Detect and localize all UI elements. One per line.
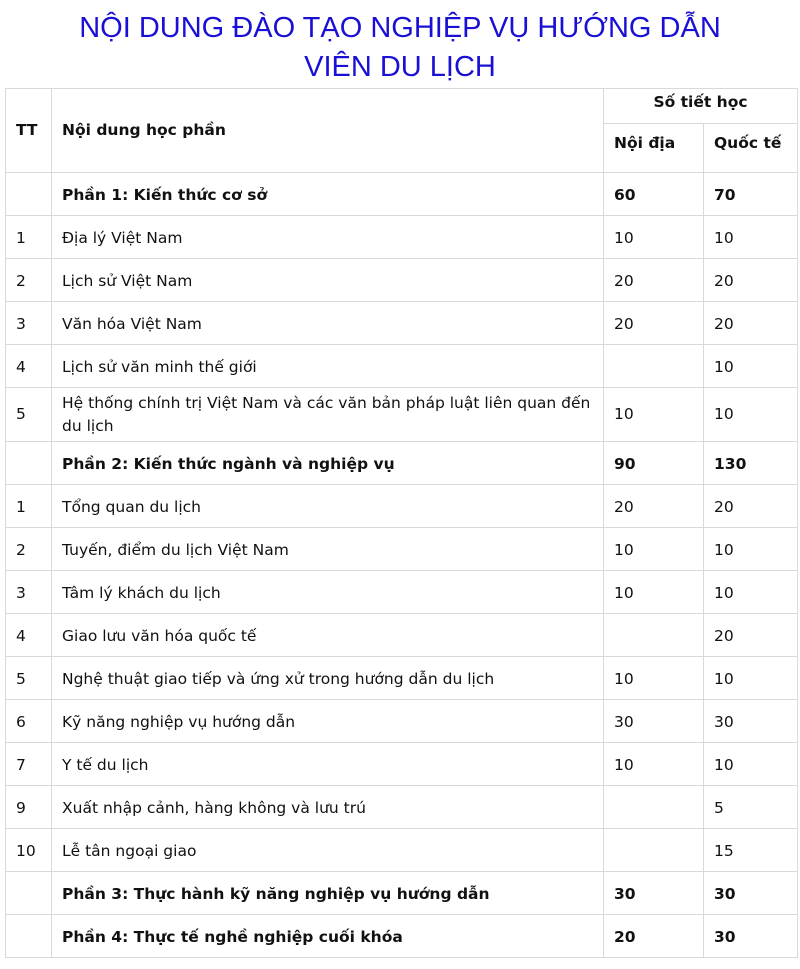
header-tt: TT bbox=[6, 89, 52, 173]
cell-international: 20 bbox=[704, 302, 798, 345]
table-row bbox=[6, 700, 798, 743]
cell-tt: 2 bbox=[6, 528, 52, 571]
section-row bbox=[6, 173, 798, 216]
cell-domestic: 10 bbox=[604, 657, 704, 700]
cell-international: 10 bbox=[704, 388, 798, 442]
cell-content: Hệ thống chính trị Việt Nam và các văn bản pháp luật liên quan đến du lịch bbox=[52, 388, 604, 442]
cell-international: 10 bbox=[704, 345, 798, 388]
cell-international: 30 bbox=[704, 700, 798, 743]
cell-tt: 2 bbox=[6, 259, 52, 302]
title-line-2: VIÊN DU LỊCH bbox=[304, 51, 496, 83]
cell-content: Kỹ năng nghiệp vụ hướng dẫn bbox=[52, 700, 604, 743]
cell-content: Phần 4: Thực tế nghề nghiệp cuối khóa bbox=[52, 915, 604, 958]
cell-content: Phần 1: Kiến thức cơ sở bbox=[52, 173, 604, 216]
cell-tt: 3 bbox=[6, 302, 52, 345]
cell-content: Địa lý Việt Nam bbox=[52, 216, 604, 259]
cell-tt: 1 bbox=[6, 216, 52, 259]
cell-tt: 6 bbox=[6, 700, 52, 743]
table-row bbox=[6, 786, 798, 829]
cell-domestic: 10 bbox=[604, 388, 704, 442]
header-hours-group: Số tiết học bbox=[604, 89, 798, 124]
header-content: Nội dung học phần bbox=[52, 89, 604, 173]
cell-tt: 5 bbox=[6, 388, 52, 442]
cell-domestic: 10 bbox=[604, 571, 704, 614]
cell-domestic: 30 bbox=[604, 700, 704, 743]
table-body bbox=[6, 173, 798, 958]
cell-tt bbox=[6, 915, 52, 958]
section-row bbox=[6, 915, 798, 958]
table-row bbox=[6, 345, 798, 388]
curriculum-table bbox=[5, 88, 798, 958]
cell-tt bbox=[6, 872, 52, 915]
cell-domestic: 20 bbox=[604, 915, 704, 958]
table-row bbox=[6, 614, 798, 657]
section-row bbox=[6, 442, 798, 485]
header-domestic: Nội địa bbox=[604, 124, 704, 173]
cell-content: Lịch sử Việt Nam bbox=[52, 259, 604, 302]
cell-content: Lịch sử văn minh thế giới bbox=[52, 345, 604, 388]
table-header bbox=[6, 89, 798, 173]
table-row bbox=[6, 302, 798, 345]
cell-content: Văn hóa Việt Nam bbox=[52, 302, 604, 345]
cell-tt: 1 bbox=[6, 485, 52, 528]
cell-tt: 4 bbox=[6, 345, 52, 388]
section-row bbox=[6, 872, 798, 915]
page-title bbox=[0, 9, 800, 87]
title-line-1: NỘI DUNG ĐÀO TẠO NGHIỆP VỤ HƯỚNG DẪN bbox=[79, 12, 721, 44]
cell-international: 15 bbox=[704, 829, 798, 872]
cell-content: Tuyến, điểm du lịch Việt Nam bbox=[52, 528, 604, 571]
cell-domestic: 20 bbox=[604, 302, 704, 345]
cell-international: 10 bbox=[704, 216, 798, 259]
cell-domestic bbox=[604, 614, 704, 657]
cell-international: 5 bbox=[704, 786, 798, 829]
table-row bbox=[6, 485, 798, 528]
cell-domestic bbox=[604, 786, 704, 829]
cell-tt bbox=[6, 442, 52, 485]
table-row bbox=[6, 571, 798, 614]
cell-tt: 4 bbox=[6, 614, 52, 657]
cell-content: Xuất nhập cảnh, hàng không và lưu trú bbox=[52, 786, 604, 829]
cell-content: Lễ tân ngoại giao bbox=[52, 829, 604, 872]
cell-international: 20 bbox=[704, 614, 798, 657]
table-row bbox=[6, 388, 798, 442]
table-row bbox=[6, 528, 798, 571]
cell-domestic: 10 bbox=[604, 743, 704, 786]
cell-domestic: 60 bbox=[604, 173, 704, 216]
table-row bbox=[6, 657, 798, 700]
cell-tt: 5 bbox=[6, 657, 52, 700]
cell-domestic bbox=[604, 829, 704, 872]
cell-international: 20 bbox=[704, 259, 798, 302]
cell-international: 10 bbox=[704, 743, 798, 786]
cell-international: 10 bbox=[704, 657, 798, 700]
cell-domestic: 90 bbox=[604, 442, 704, 485]
cell-content: Phần 2: Kiến thức ngành và nghiệp vụ bbox=[52, 442, 604, 485]
cell-domestic: 30 bbox=[604, 872, 704, 915]
cell-international: 10 bbox=[704, 571, 798, 614]
cell-domestic: 10 bbox=[604, 528, 704, 571]
cell-domestic bbox=[604, 345, 704, 388]
table-row bbox=[6, 743, 798, 786]
cell-international: 10 bbox=[704, 528, 798, 571]
cell-content: Tổng quan du lịch bbox=[52, 485, 604, 528]
cell-international: 20 bbox=[704, 485, 798, 528]
table-row bbox=[6, 829, 798, 872]
cell-tt: 3 bbox=[6, 571, 52, 614]
cell-content: Y tế du lịch bbox=[52, 743, 604, 786]
cell-content: Giao lưu văn hóa quốc tế bbox=[52, 614, 604, 657]
table-row bbox=[6, 216, 798, 259]
cell-content: Tâm lý khách du lịch bbox=[52, 571, 604, 614]
cell-tt: 9 bbox=[6, 786, 52, 829]
cell-domestic: 20 bbox=[604, 485, 704, 528]
cell-content: Phần 3: Thực hành kỹ năng nghiệp vụ hướng dẫn bbox=[52, 872, 604, 915]
cell-tt: 10 bbox=[6, 829, 52, 872]
cell-international: 130 bbox=[704, 442, 798, 485]
cell-tt bbox=[6, 173, 52, 216]
cell-domestic: 20 bbox=[604, 259, 704, 302]
cell-international: 30 bbox=[704, 915, 798, 958]
cell-tt: 7 bbox=[6, 743, 52, 786]
table-row bbox=[6, 259, 798, 302]
cell-content: Nghệ thuật giao tiếp và ứng xử trong hướng dẫn du lịch bbox=[52, 657, 604, 700]
cell-international: 70 bbox=[704, 173, 798, 216]
cell-domestic: 10 bbox=[604, 216, 704, 259]
header-international: Quốc tế bbox=[704, 124, 798, 173]
cell-international: 30 bbox=[704, 872, 798, 915]
